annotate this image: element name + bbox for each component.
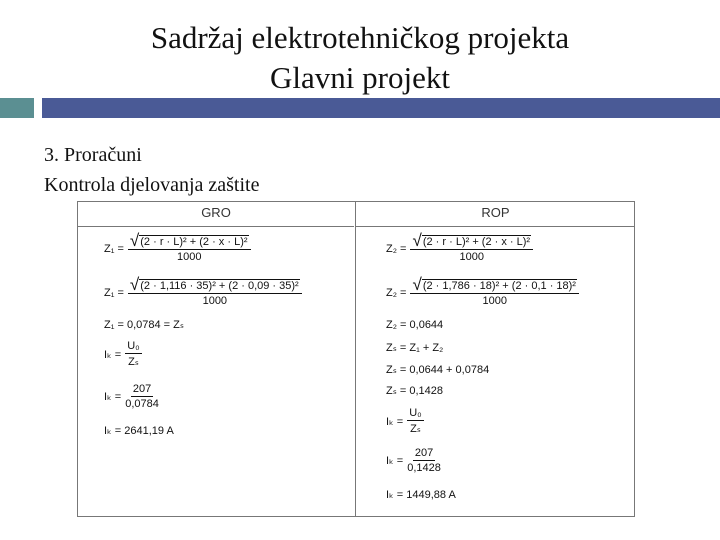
gro-formula-4 <box>104 340 142 368</box>
fraction-denominator: 1000 <box>176 251 202 263</box>
fraction: √ (2 · 1,116 · 35)² + (2 · 0,09 · 35)² 1000 <box>128 278 302 307</box>
fraction-denominator: 0,0784 <box>125 398 159 410</box>
fraction-numerator: 207 <box>132 383 152 395</box>
formula-lhs: Z₂ = <box>386 286 407 299</box>
rop-formula-6: Zₛ = 0,1428 <box>386 385 444 397</box>
formula-lhs: Z₁ = <box>104 242 124 255</box>
gro-formula-2 <box>104 275 302 307</box>
formula-lhs: Iₖ = <box>386 455 404 467</box>
fraction <box>125 340 142 368</box>
rop-column <box>355 202 635 516</box>
rop-formula-4: Zₛ = Z₁ + Z₂ <box>386 342 444 354</box>
gro-formula-6: Iₖ = 2641,19 A <box>104 425 174 437</box>
fraction-denominator: 1000 <box>482 295 507 307</box>
rop-formula-1 <box>386 231 533 263</box>
fraction-numerator: 207 <box>414 447 434 459</box>
rop-formula-7 <box>386 407 424 435</box>
fraction-denominator: 1000 <box>459 251 485 263</box>
fraction: √ (2 · r · L)² + (2 · x · L)² 1000 <box>410 234 533 263</box>
fraction-numerator: (2 · 1,786 · 18)² + (2 · 0,1 · 18)² <box>422 280 576 292</box>
rop-formula-9: Iₖ = 1449,88 A <box>386 489 456 501</box>
gro-column-header: GRO <box>78 202 354 227</box>
fraction: √ (2 · 1,786 · 18)² + (2 · 0,1 · 18)² 1000 <box>410 278 578 307</box>
fraction <box>407 447 441 474</box>
formula-lhs: Iₖ = <box>104 348 122 361</box>
accent-bar-navy <box>42 98 720 118</box>
rop-column-header: ROP <box>356 202 635 227</box>
fraction-denominator: Zₛ <box>128 356 139 368</box>
section-heading: 3. Proračuni <box>44 144 142 166</box>
fraction-numerator: (2 · r · L)² + (2 · x · L)² <box>422 236 531 248</box>
gro-column <box>78 202 354 516</box>
formula-lhs: Z₁ = <box>104 286 124 299</box>
page-title: Sadržaj elektrotehničkog projekta <box>150 20 570 55</box>
gro-formula-1 <box>104 231 251 263</box>
formula-lhs: Z₂ = <box>386 242 407 255</box>
fraction-numerator: (2 · r · L)² + (2 · x · L)² <box>140 236 248 248</box>
rop-formula-5: Zₛ = 0,0644 + 0,0784 <box>386 364 490 376</box>
gro-formula-3: Z₁ = 0,0784 = Zₛ <box>104 319 184 331</box>
page-subtitle: Glavni projekt <box>270 60 450 95</box>
section-subheading: Kontrola djelovanja zaštite <box>44 174 260 196</box>
fraction-denominator: Zₛ <box>410 423 421 435</box>
fraction <box>125 383 159 410</box>
accent-bar-teal <box>0 98 34 118</box>
fraction-numerator: U₀ <box>409 407 422 419</box>
fraction-numerator: (2 · 1,116 · 35)² + (2 · 0,09 · 35)² <box>140 280 299 292</box>
formula-lhs: Iₖ = <box>104 391 122 403</box>
fraction <box>407 407 424 435</box>
fraction-denominator: 0,1428 <box>407 462 441 474</box>
rop-formula-2 <box>386 275 579 307</box>
fraction-numerator: U₀ <box>127 340 140 352</box>
rop-formula-8 <box>386 447 441 474</box>
formula-lhs: Iₖ = <box>386 415 404 428</box>
calculation-table <box>77 201 635 517</box>
fraction-denominator: 1000 <box>202 295 228 307</box>
rop-formula-3: Z₂ = 0,0644 <box>386 319 444 331</box>
gro-formula-5 <box>104 383 159 410</box>
fraction: √ (2 · r · L)² + (2 · x · L)² 1000 <box>128 234 251 263</box>
